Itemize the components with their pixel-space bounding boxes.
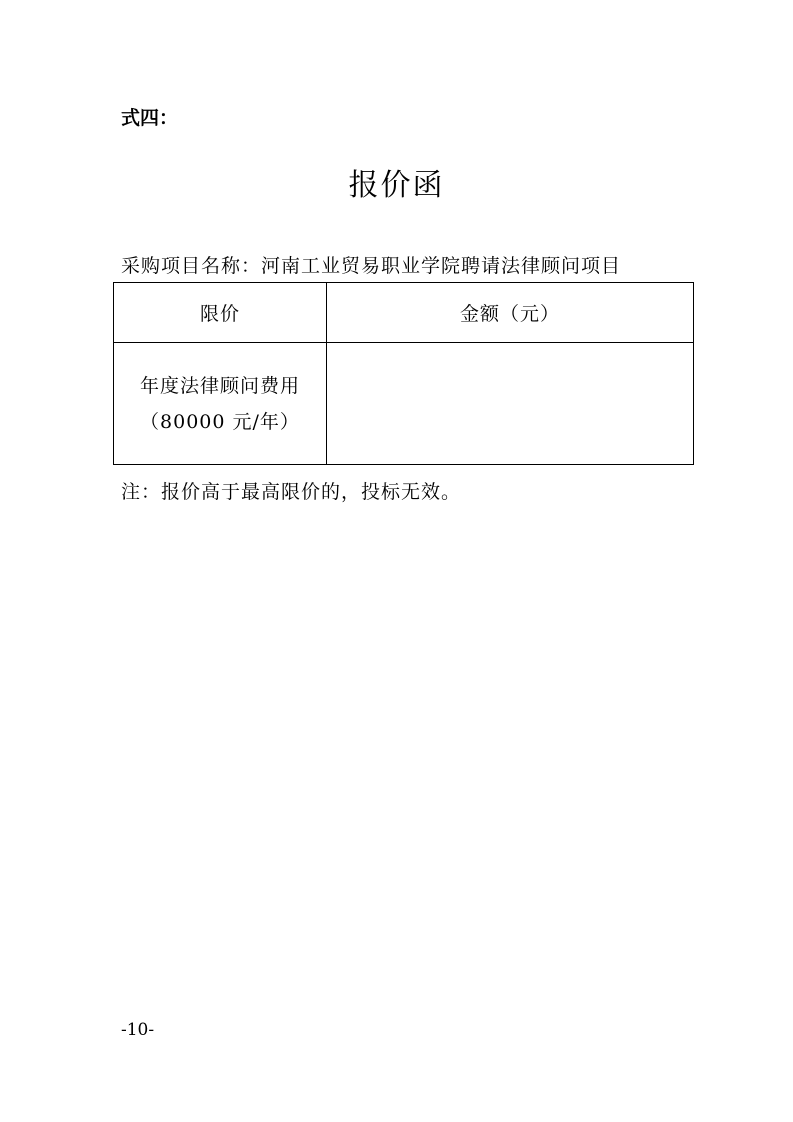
header-price-limit: 限价: [114, 283, 327, 343]
item-name: 年度法律顾问费用: [139, 374, 300, 397]
document-title: 报价函: [348, 168, 445, 203]
note-text: 注：报价高于最高限价的，投标无效。: [121, 481, 462, 503]
form-label: 式四：: [121, 107, 179, 129]
header-amount: 金额（元）: [327, 283, 694, 343]
item-limit: （80000 元/年）: [140, 410, 300, 433]
page-number: -10-: [121, 1020, 155, 1040]
item-cell: [114, 343, 327, 465]
quote-table: [113, 282, 694, 465]
amount-cell[interactable]: [327, 343, 694, 465]
project-name-line: 采购项目名称：河南工业贸易职业学院聘请法律顾问项目: [121, 255, 622, 277]
table-row: [114, 343, 694, 465]
table-header-row: [114, 283, 694, 343]
